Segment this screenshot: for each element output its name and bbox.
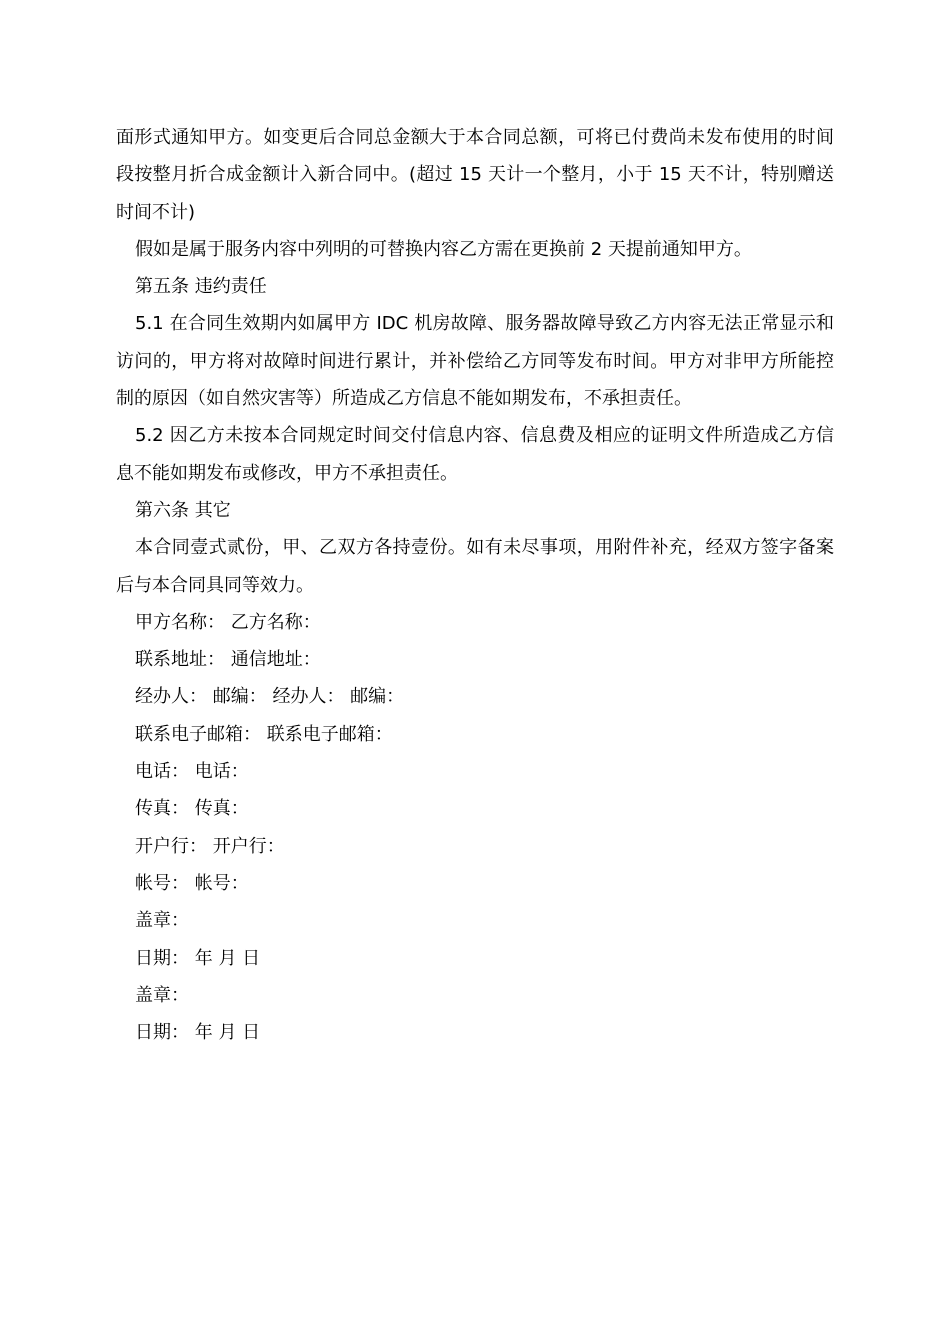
paragraph-copies-clause: 本合同壹式贰份，甲、乙双方各持壹份。如有未尽事项，用附件补充，经双方签字备案后与本合同具同等效力。 (116, 537, 834, 596)
field-seal-a: 盖章： (135, 910, 189, 932)
field-addresses: 联系地址： 通信地址： (135, 649, 321, 671)
paragraph-replacement-notice: 假如是属于服务内容中列明的可替换内容乙方需在更换前 2 天提前通知甲方。 (135, 238, 752, 260)
section-heading-article-6: 第六条 其它 (135, 499, 231, 521)
field-party-names: 甲方名称： 乙方名称： (135, 611, 321, 633)
field-fax: 传真： 传真： (135, 798, 249, 820)
field-phone: 电话： 电话： (135, 761, 249, 783)
document-body (116, 119, 834, 1051)
paragraph-clause-5-2: 5.2 因乙方未按本合同规定时间交付信息内容、信息费及相应的证明文件所造成乙方信息不能如期发布或修改，甲方不承担责任。 (116, 425, 834, 484)
field-agent-postcode: 经办人： 邮编： 经办人： 邮编： (135, 686, 405, 708)
field-bank: 开户行： 开户行： (135, 835, 285, 857)
field-date-a: 日期： 年 月 日 (135, 947, 261, 969)
paragraph-notice-continuation: 面形式通知甲方。如变更后合同总金额大于本合同总额，可将已付费尚未发布使用的时间段按整月折合成金额计入新合同中。(超过 15 天计一个整月，小于 15 天不计，特别赠送时间不计) (116, 127, 834, 223)
field-seal-b: 盖章： (135, 984, 189, 1006)
paragraph-clause-5-1: 5.1 在合同生效期内如属甲方 IDC 机房故障、服务器故障导致乙方内容无法正常显示和访问的，甲方将对故障时间进行累计，并补偿给乙方同等发布时间。甲方对非甲方所能控制的原因（如自然灾害等）所造成乙方信息不能如期发布，不承担责任。 (116, 313, 834, 410)
section-heading-article-5: 第五条 违约责任 (135, 276, 267, 298)
field-date-b: 日期： 年 月 日 (135, 1022, 261, 1044)
field-account: 帐号： 帐号： (135, 872, 249, 894)
field-email: 联系电子邮箱： 联系电子邮箱： (135, 723, 393, 745)
